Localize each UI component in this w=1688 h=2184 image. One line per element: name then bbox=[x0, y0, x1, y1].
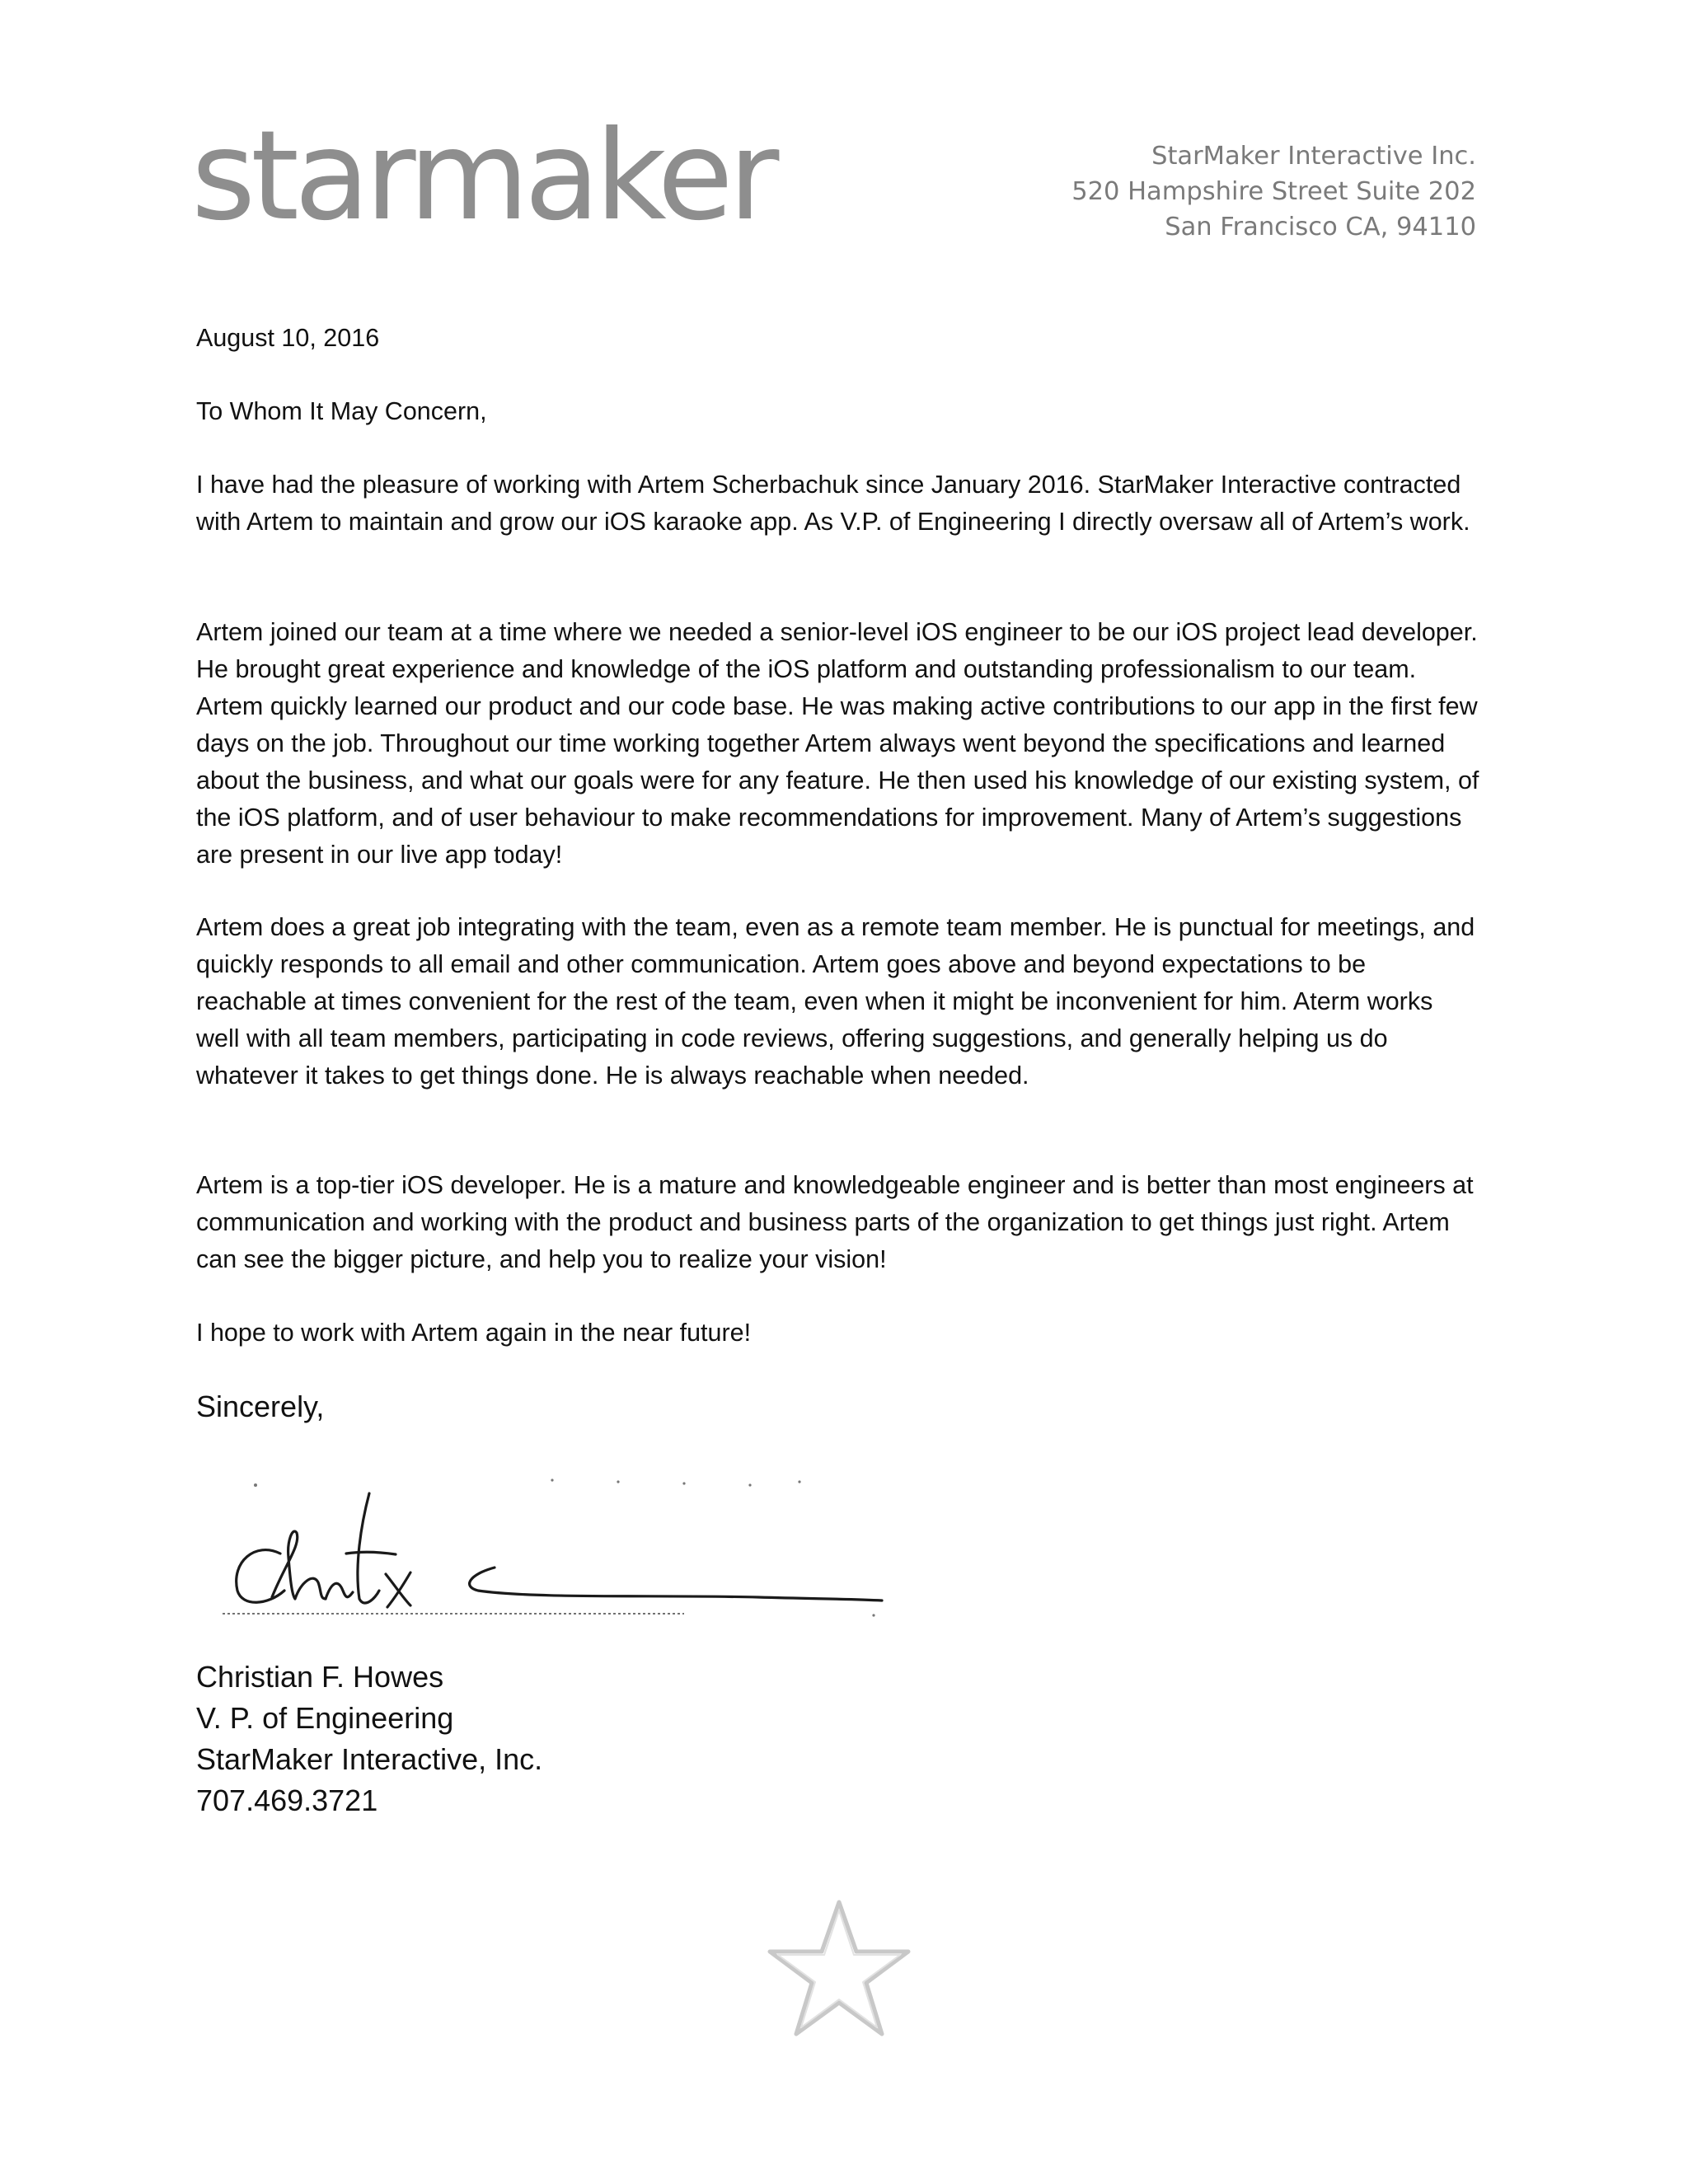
body-paragraph: I have had the pleasure of working with Artem Scherbachuk since January 2016. StarMaker Interactive contracted with Artem to maintain and grow our iOS karaoke app. As V.P. of Engineering I directly oversaw all of Artem’s work. bbox=[196, 471, 1470, 536]
closing: Sincerely, bbox=[196, 1390, 325, 1423]
letter-date: August 10, 2016 bbox=[196, 324, 380, 352]
body-paragraph: Artem does a great job integrating with the team, even as a remote team member. He is punctual for meetings, and quickly responds to all email and other communication. Artem goes above and beyond expectations to be reachable at times convenient for the rest of the team, even when it might be inconvenient for him. Aterm works well with all team members, participating in code reviews, offering suggestions, and generally helping us do whatever it takes to get things done. He is always reachable when needed. bbox=[196, 913, 1475, 1090]
signer-block bbox=[196, 1657, 542, 1821]
salutation: To Whom It May Concern, bbox=[196, 397, 487, 425]
logo-text: starmaker bbox=[191, 105, 775, 243]
signer-name: Christian F. Howes bbox=[196, 1660, 444, 1694]
signer-company: StarMaker Interactive, Inc. bbox=[196, 1742, 543, 1776]
body-paragraph: Artem is a top-tier iOS developer. He is a mature and knowledgeable engineer and is better than most engineers at communication and working with the product and business parts of the organization to get things just right. Artem can see the bigger picture, and help you to realize your vision! bbox=[196, 1171, 1474, 1273]
handwritten-signature bbox=[223, 1475, 898, 1624]
signer-phone: 707.469.3721 bbox=[196, 1783, 378, 1817]
company-address bbox=[1071, 138, 1476, 245]
star-outline-icon bbox=[765, 1896, 913, 2044]
body-paragraph: I hope to work with Artem again in the near future! bbox=[196, 1319, 752, 1347]
body-paragraph: Artem joined our team at a time where we needed a senior-level iOS engineer to be our iOS project lead developer. He brought great experience and knowledge of the iOS platform and outstanding professionalism to our team. Artem quickly learned our product and our code base. He was making active contributions to our app in the first few days on the job. Throughout our time working together Artem always went beyond the specifications and learned about the business, and what our goals were for any feature. He then used his knowledge of our existing system, of the iOS platform, and of user behaviour to make recommendations for improvement. Many of Artem’s suggestions are present in our live app today! bbox=[196, 618, 1479, 869]
address-line: 520 Hampshire Street Suite 202 bbox=[1071, 177, 1476, 206]
address-line: San Francisco CA, 94110 bbox=[1165, 213, 1476, 241]
address-line: StarMaker Interactive Inc. bbox=[1151, 142, 1476, 171]
signer-title: V. P. of Engineering bbox=[196, 1701, 454, 1735]
starmaker-logo bbox=[191, 103, 900, 243]
